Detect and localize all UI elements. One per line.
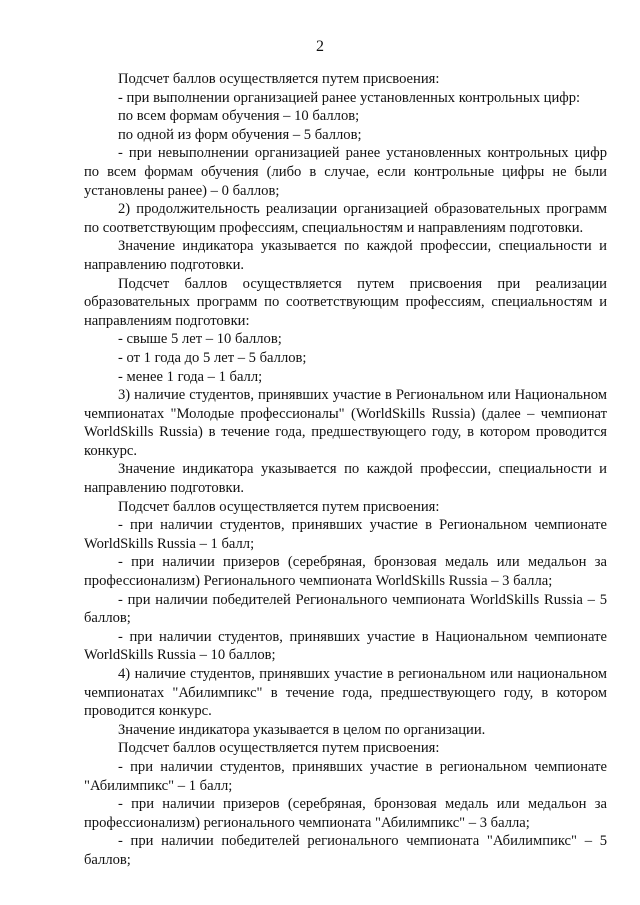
document-body <box>84 70 607 870</box>
list-item: - при наличии призеров (серебряная, бронзовая медаль или медальон за профессионализм) Регионального чемпионата WorldSkills Russia – 3 балла; <box>84 554 607 590</box>
list-item: - при невыполнении организацией ранее установленных контрольных цифр по всем формам обучения (либо в случае, если контрольные цифры не были установлены ранее) – 0 баллов; <box>84 145 607 199</box>
paragraph: Подсчет баллов осуществляется путем присвоения: <box>118 740 440 757</box>
list-item: - свыше 5 лет – 10 баллов; <box>118 331 282 348</box>
paragraph: 4) наличие студентов, принявших участие в региональном или национальном чемпионатах "Абилимпикс" в течение года, предшествующего году, в котором проводится конкурс. <box>84 666 607 720</box>
list-item: - при наличии победителей Регионального чемпионата WorldSkills Russia – 5 баллов; <box>84 591 607 627</box>
list-item: - от 1 года до 5 лет – 5 баллов; <box>118 349 307 366</box>
list-item: - при наличии студентов, принявших участие в региональном чемпионате "Абилимпикс" – 1 балл; <box>84 758 607 794</box>
list-item: по всем формам обучения – 10 баллов; <box>118 108 360 125</box>
paragraph: 2) продолжительность реализации организацией образовательных программ по соответствующим профессиям, специальностям и направлениям подготовки. <box>84 201 607 236</box>
list-item: - при выполнении организацией ранее установленных контрольных цифр: <box>118 89 581 106</box>
list-item: - при наличии победителей регионального чемпионата "Абилимпикс" – 5 баллов; <box>84 833 607 868</box>
paragraph: Значение индикатора указывается по каждой профессии, специальности и направлению подготовки. <box>84 461 607 497</box>
paragraph: Подсчет баллов осуществляется путем присвоения: <box>118 498 440 515</box>
list-item: - при наличии студентов, принявших участие в Национальном чемпионате WorldSkills Russia – 10 баллов; <box>84 628 607 664</box>
paragraph: Значение индикатора указывается по каждой профессии, специальности и направлению подготовки. <box>84 238 607 273</box>
list-item: по одной из форм обучения – 5 баллов; <box>118 126 362 143</box>
list-item: - при наличии призеров (серебряная, бронзовая медаль или медальон за профессионализм) регионального чемпионата "Абилимпикс" – 3 балла; <box>84 796 607 831</box>
paragraph: Подсчет баллов осуществляется путем присвоения: <box>118 71 440 87</box>
list-item: - менее 1 года – 1 балл; <box>118 368 263 385</box>
paragraph: Значение индикатора указывается в целом по организации. <box>118 721 486 738</box>
paragraph: 3) наличие студентов, принявших участие в Региональном или Национальном чемпионатах "Молодые профессионалы" (WorldSkills Russia) (далее – чемпионат WorldSkills Russia) в течение года, предшествующего году, в котором проводится конкурс. <box>84 387 607 459</box>
list-item: - при наличии студентов, принявших участие в Региональном чемпионате WorldSkills Russia – 1 балл; <box>84 517 607 552</box>
paragraph: Подсчет баллов осуществляется путем присвоения при реализации образовательных программ по соответствующим профессиям, специальностям и направлениям подготовки: <box>84 275 607 329</box>
page-number: 2 <box>316 38 324 55</box>
